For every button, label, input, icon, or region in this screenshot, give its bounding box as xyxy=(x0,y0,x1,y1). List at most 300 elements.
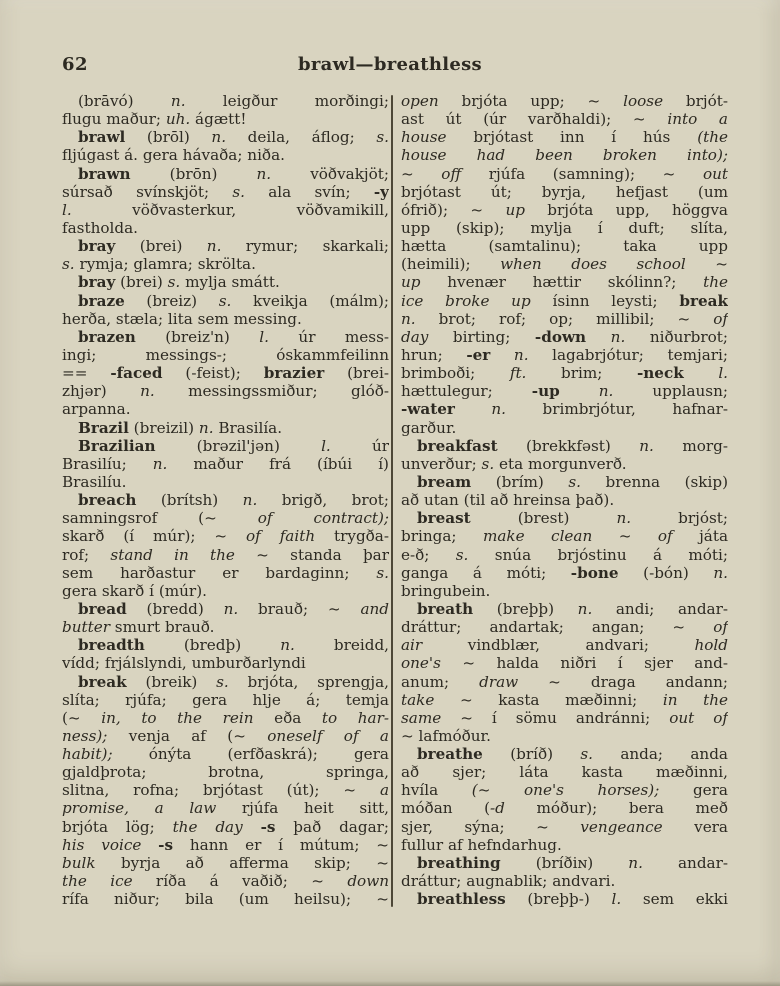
italic-text: s. xyxy=(62,255,75,274)
running-head: brawl—breathless xyxy=(297,54,482,75)
dictionary-line xyxy=(401,310,728,328)
italic-text: down xyxy=(347,872,389,891)
body-text: (brei) xyxy=(115,273,168,292)
body-text: brjóta upp, höggva xyxy=(524,200,728,219)
body-text: anum; xyxy=(401,672,480,691)
body-text: brjóta upp; ~ xyxy=(438,92,624,110)
dictionary-line xyxy=(62,92,389,110)
body-text: eða xyxy=(253,708,322,727)
italic-text: ice broke up xyxy=(401,291,531,310)
dictionary-line xyxy=(401,92,728,110)
body-text: ófrið); ~ xyxy=(401,200,506,219)
headword-text: -faced xyxy=(110,364,163,383)
body-text: leigður morðingi; xyxy=(185,92,389,110)
italic-text: of xyxy=(657,527,673,546)
headword-text: bread xyxy=(78,599,127,618)
italic-text: out xyxy=(702,164,728,183)
dictionary-line xyxy=(401,727,728,745)
italic-text: hold xyxy=(694,636,728,655)
dictionary-line xyxy=(62,564,389,582)
body-text: vera xyxy=(662,817,728,836)
body-text: brimboði; xyxy=(401,364,510,383)
italic-text: house xyxy=(401,128,447,147)
body-text: brjótast inn í hús xyxy=(446,128,698,147)
dictionary-line xyxy=(62,310,389,328)
italic-text: l. xyxy=(321,436,331,455)
body-text: (brei- xyxy=(324,364,389,383)
headword-text: Brazilian xyxy=(78,436,156,455)
body-text: (breiz) xyxy=(124,291,219,310)
headword-text: break xyxy=(78,672,127,691)
italic-text: a xyxy=(379,781,389,800)
italic-text: loose xyxy=(623,92,664,110)
body-text: (heimili); xyxy=(401,255,501,274)
italic-text: s. xyxy=(167,273,181,292)
dictionary-line xyxy=(62,255,389,273)
body-text: rymur; skarkali; xyxy=(221,237,389,256)
italic-text: n. xyxy=(211,128,227,147)
italic-text: s. xyxy=(376,563,389,582)
dictionary-line xyxy=(62,890,389,908)
italic-text: one's xyxy=(401,654,441,673)
dictionary-line xyxy=(62,745,389,763)
italic-text: up xyxy=(401,273,421,292)
body-text: úr xyxy=(330,436,389,455)
dictionary-line xyxy=(62,691,389,709)
body-text: (brest) xyxy=(470,509,617,528)
body-text: að sjer; láta kasta mæðinni, xyxy=(401,763,728,782)
dictionary-line xyxy=(401,146,728,164)
dictionary-line xyxy=(62,382,389,400)
body-text: sem harðastur er bardaginn; xyxy=(62,563,377,582)
italic-text: his voice xyxy=(62,835,142,854)
italic-text: butter xyxy=(62,618,110,637)
italic-text: n. xyxy=(223,599,239,618)
body-text: Brasilía. xyxy=(213,418,283,437)
dictionary-line xyxy=(62,872,389,890)
dictionary-line xyxy=(401,273,728,291)
dictionary-line xyxy=(401,110,728,128)
italic-text: s. xyxy=(376,128,389,147)
body-text: ganga á móti; xyxy=(401,563,571,582)
headword-text: -down xyxy=(534,327,587,346)
italic-text: in the xyxy=(662,690,728,709)
italic-text: l. xyxy=(259,327,269,346)
italic-text: bulk xyxy=(62,853,96,872)
italic-text: the day xyxy=(172,817,243,836)
dictionary-line xyxy=(62,237,389,255)
body-text: brauð; ~ xyxy=(238,599,361,618)
body-text: upp (skip); mylja í duft; slíta, xyxy=(401,218,728,237)
dictionary-line xyxy=(62,818,389,836)
headword-text: breathe xyxy=(417,745,483,764)
dictionary-line xyxy=(401,636,728,654)
body-text: súrsað svínskjöt; xyxy=(62,182,233,201)
body-text xyxy=(586,328,611,346)
dictionary-line xyxy=(62,183,389,201)
italic-text: out of xyxy=(669,708,728,727)
italic-text: n. xyxy=(256,164,272,183)
dictionary-line xyxy=(401,691,728,709)
body-text: herða, stæla; lita sem messing. xyxy=(62,309,302,328)
body-text xyxy=(141,836,158,854)
body-text: (bríðiɴ) xyxy=(500,853,629,872)
italic-text: in, to the rein xyxy=(101,708,254,727)
italic-text: l. xyxy=(62,200,72,219)
body-text: brenna (skip) xyxy=(580,472,728,491)
headword-text: -s xyxy=(158,835,174,854)
italic-text: of faith xyxy=(246,527,316,546)
body-text: == xyxy=(62,364,111,383)
dictionary-line xyxy=(401,654,728,672)
italic-text: ness); xyxy=(62,726,108,745)
body-text: byrja að afferma skip; ~ xyxy=(95,853,389,872)
body-text: ~ draga andann; xyxy=(518,672,728,691)
italic-text: of xyxy=(713,309,728,328)
body-text: hættulegur; xyxy=(401,382,532,401)
dictionary-line xyxy=(401,219,728,237)
headword-text: -bone xyxy=(570,563,619,582)
body-text: (brəzil'jən) xyxy=(155,436,322,455)
dictionary-line xyxy=(62,491,389,509)
body-text: (breþþ) xyxy=(473,599,578,618)
body-text: deila, áflog; xyxy=(226,128,377,147)
dictionary-line xyxy=(62,165,389,183)
body-text: zhjər) xyxy=(62,382,141,401)
body-text: (breik) xyxy=(126,672,217,691)
italic-text: l. xyxy=(718,364,728,383)
body-text: maður frá (íbúi í) xyxy=(167,454,389,473)
body-text: rymja; glamra; skrölta. xyxy=(74,255,256,274)
body-text: fljúgast á. gera hávaða; niða. xyxy=(62,146,285,165)
body-text: andi; andar- xyxy=(592,599,728,618)
dictionary-line xyxy=(62,400,389,418)
body-text: (brítsh) xyxy=(136,491,243,510)
dictionary-line xyxy=(401,346,728,364)
body-text: breidd, xyxy=(294,636,389,655)
body-text: (bredd) xyxy=(126,599,224,618)
body-text: rof; xyxy=(62,545,111,564)
dictionary-line xyxy=(62,128,389,146)
italic-text: same xyxy=(401,708,442,727)
italic-text: s. xyxy=(455,545,469,564)
body-text: samningsrof (~ xyxy=(62,509,258,528)
dictionary-line xyxy=(62,727,389,745)
italic-text: n. xyxy=(713,563,728,582)
italic-text: n. xyxy=(198,418,214,437)
body-text: ~ standa þar xyxy=(234,545,389,564)
italic-text: open xyxy=(401,92,439,110)
headword-text: bray xyxy=(78,237,116,256)
body-text xyxy=(560,382,599,400)
body-text: gjaldþrota; brotna, springa, xyxy=(62,763,389,782)
italic-text: up xyxy=(505,200,525,219)
body-text: kveikja (málm); xyxy=(231,291,389,310)
body-text: Brasilíu. xyxy=(62,472,127,491)
italic-text: draw xyxy=(479,672,519,691)
body-text: brjóst; xyxy=(631,509,728,528)
body-text: Brasilíu; xyxy=(62,454,153,473)
body-text: að utan (til að hreinsa það). xyxy=(401,491,615,510)
italic-text: n. xyxy=(206,237,222,256)
page-bottom-edge xyxy=(0,981,780,986)
italic-text: of contract); xyxy=(257,509,389,528)
body-text: rjúfa (samning); ~ xyxy=(461,164,703,183)
italic-text: n. xyxy=(616,509,632,528)
body-text: brjóta, sprengja, xyxy=(228,672,389,691)
dictionary-line xyxy=(401,328,728,346)
body-text: (breizil) xyxy=(128,418,199,437)
italic-text: s. xyxy=(568,472,581,491)
dictionary-line xyxy=(62,328,389,346)
dictionary-line xyxy=(401,364,728,382)
dictionary-line xyxy=(401,128,728,146)
italic-text: of xyxy=(713,618,728,637)
body-text: (brekkfəst) xyxy=(497,436,640,455)
body-text xyxy=(684,364,719,382)
body-text: ísinn leysti; xyxy=(530,291,680,310)
dictionary-line xyxy=(62,292,389,310)
headword-text: bray xyxy=(78,273,116,292)
dictionary-line xyxy=(62,437,389,455)
body-text: brjótast út; byrja, hefjast (um xyxy=(401,182,728,201)
italic-text: air xyxy=(401,636,423,655)
dictionary-line xyxy=(62,346,389,364)
italic-text: uh. xyxy=(165,110,191,129)
dictionary-line xyxy=(401,455,728,473)
dictionary-line xyxy=(401,763,728,781)
body-text: venja af (~ xyxy=(107,726,268,745)
italic-text: n. xyxy=(280,636,295,655)
body-text: ónýta (erfðaskrá); gera xyxy=(112,745,389,764)
dictionary-line xyxy=(401,836,728,854)
dictionary-line xyxy=(62,509,389,527)
dictionary-line xyxy=(401,745,728,763)
dictionary-line xyxy=(62,201,389,219)
dictionary-line xyxy=(62,546,389,564)
headword-text: break xyxy=(679,291,728,310)
body-text: ~ xyxy=(685,255,728,274)
italic-text: n. xyxy=(152,454,168,473)
dictionary-line xyxy=(401,872,728,890)
body-text: brigð, brot; xyxy=(257,491,389,510)
dictionary-line xyxy=(62,600,389,618)
body-text: rífa niður; bila (um heilsu); ~ xyxy=(62,890,389,909)
page-number: 62 xyxy=(62,54,89,75)
italic-text: n. xyxy=(140,382,155,401)
dictionary-line xyxy=(62,673,389,691)
body-text: móður); bera með xyxy=(504,799,728,818)
headword-text: breadth xyxy=(78,636,145,655)
dictionary-line xyxy=(401,183,728,201)
dictionary-line xyxy=(62,110,389,128)
italic-text: n. xyxy=(513,345,529,364)
italic-text: n. xyxy=(401,309,416,328)
body-text: ríða á vaðið; ~ xyxy=(132,872,348,891)
italic-text: n. xyxy=(639,436,654,455)
body-text: játa xyxy=(672,527,728,546)
headword-text: braze xyxy=(78,291,125,310)
body-text: brjóta lög; xyxy=(62,817,173,836)
body-text: hvíla xyxy=(401,781,472,800)
body-text: fullur af hefndarhug. xyxy=(401,835,562,854)
italic-text: ft. xyxy=(509,364,527,383)
headword-text: breathing xyxy=(417,853,501,872)
body-text: (brāvó) xyxy=(78,92,171,110)
headword-text: brawl xyxy=(78,128,126,147)
italic-text: the ice xyxy=(62,872,133,891)
dictionary-line xyxy=(401,491,728,509)
headword-text: Brazil xyxy=(78,418,129,437)
body-text: ágætt! xyxy=(190,110,247,129)
dictionary-line xyxy=(62,364,389,382)
dictionary-line xyxy=(401,165,728,183)
body-text: sjer, sýna; ~ xyxy=(401,817,581,836)
body-text: skarð (í múr); ~ xyxy=(62,527,247,546)
italic-text: n. xyxy=(628,853,643,872)
body-text: eta morgunverð. xyxy=(494,454,627,473)
italic-text: oneself of a xyxy=(267,726,389,745)
italic-text: n. xyxy=(242,491,258,510)
dictionary-line xyxy=(401,527,728,545)
headword-text: brazier xyxy=(263,364,325,383)
body-text: (bríð) xyxy=(482,745,581,764)
italic-text: to har- xyxy=(321,708,389,727)
italic-text: promise, a law xyxy=(62,799,217,818)
body-text: (breþþ-) xyxy=(505,890,612,909)
body-text: vindblær, andvari; xyxy=(422,636,695,655)
body-text: það dagar; xyxy=(275,817,389,836)
dictionary-line xyxy=(401,201,728,219)
body-text: hætta (samtalinu); taka upp xyxy=(401,237,728,256)
italic-text: when does school xyxy=(500,255,686,274)
headword-text: brazen xyxy=(78,327,136,346)
body-text: anda; anda xyxy=(592,745,728,764)
dictionary-line xyxy=(401,419,728,437)
body-text xyxy=(243,818,261,836)
headword-text: breathless xyxy=(417,890,506,909)
body-text: (brōn) xyxy=(130,164,257,183)
body-text: vöðvakjöt; xyxy=(271,164,389,183)
body-text: (breiz'n) xyxy=(135,327,260,346)
italic-text: n. xyxy=(610,327,626,346)
body-text xyxy=(490,346,514,364)
headword-text: -s xyxy=(260,817,276,836)
body-text: úr mess- xyxy=(268,327,389,346)
headword-text: -er xyxy=(466,345,491,364)
body-text: ~ halda niðri í sjer and- xyxy=(440,654,728,673)
italic-text: s. xyxy=(218,291,232,310)
body-text: lagabrjótur; temjari; xyxy=(528,345,728,364)
italic-text: habit); xyxy=(62,745,113,764)
body-text: slíta; rjúfa; gera hlje á; temja xyxy=(62,690,389,709)
italic-text: s. xyxy=(232,182,246,201)
headword-text: -neck xyxy=(636,364,684,383)
dictionary-line xyxy=(401,582,728,600)
body-text: andar- xyxy=(642,853,728,872)
italic-text: and xyxy=(360,599,389,618)
body-text: messingssmiður; glóð- xyxy=(154,382,389,401)
dictionary-line xyxy=(401,799,728,817)
dictionary-line xyxy=(401,818,728,836)
headword-text: breast xyxy=(417,509,471,528)
dictionary-line xyxy=(401,854,728,872)
dictionary-line xyxy=(401,673,728,691)
body-text: hann er í mútum; ~ xyxy=(173,835,389,854)
body-text: ala svín; xyxy=(245,182,374,201)
body-text: unverður; xyxy=(401,454,482,473)
body-text: morg- xyxy=(653,436,728,455)
dictionary-line xyxy=(62,763,389,781)
italic-text: stand in the xyxy=(110,545,235,564)
headword-text: bream xyxy=(417,472,472,491)
body-text: móðan ( xyxy=(401,799,491,818)
body-text: birting; xyxy=(428,327,535,346)
body-text: brim; xyxy=(526,364,637,383)
dictionary-line xyxy=(62,527,389,545)
body-text: dráttur; augnablik; andvari. xyxy=(401,872,616,891)
italic-text: n. xyxy=(170,92,186,110)
body-text: ast út (úr varðhaldi); ~ xyxy=(401,110,668,129)
body-text: vöðvasterkur, vöðvamikill, xyxy=(71,200,389,219)
italic-text: -d xyxy=(490,799,505,818)
italic-text: s. xyxy=(580,745,593,764)
body-text: sem ekki xyxy=(621,890,728,909)
body-text: (bredþ) xyxy=(144,636,281,655)
body-text: vídd; frjálslyndi, umburðarlyndi xyxy=(62,654,306,673)
dictionary-line xyxy=(401,600,728,618)
dictionary-line xyxy=(62,273,389,291)
body-text: slitna, rofna; brjótast (út); ~ xyxy=(62,781,380,800)
body-text: ~ xyxy=(401,164,442,183)
dictionary-line xyxy=(401,255,728,273)
body-text: garður. xyxy=(401,418,457,437)
body-text: fastholda. xyxy=(62,218,138,237)
right-column xyxy=(401,92,728,908)
italic-text: l. xyxy=(611,890,622,909)
headword-text: -up xyxy=(531,382,560,401)
body-text: smurt brauð. xyxy=(109,618,215,637)
body-text: bringa; xyxy=(401,527,483,546)
dictionary-line xyxy=(401,781,728,799)
italic-text: take xyxy=(401,690,435,709)
body-text: brjót- xyxy=(663,92,728,110)
dictionary-line xyxy=(62,419,389,437)
dictionary-line xyxy=(401,509,728,527)
body-text: (-feist); xyxy=(162,364,264,383)
italic-text: off xyxy=(441,164,462,183)
body-text: ~ xyxy=(592,527,658,546)
body-text: upplausn; xyxy=(613,382,728,401)
italic-text: into a xyxy=(667,110,728,129)
body-text: (~ xyxy=(62,708,102,727)
dictionary-line xyxy=(62,799,389,817)
left-column xyxy=(62,92,389,908)
body-text: ~ lafmóður. xyxy=(401,726,491,745)
italic-text: n. xyxy=(491,400,506,419)
dictionary-line xyxy=(62,219,389,237)
dictionary-line xyxy=(62,455,389,473)
body-text: ~ í sömu andránni; xyxy=(441,708,670,727)
headword-text: breakfast xyxy=(417,436,498,455)
headword-text: -water xyxy=(401,400,455,419)
body-text: gera xyxy=(659,781,728,800)
body-text: ingi; messings-; óskammfeilinn xyxy=(62,345,389,364)
dictionary-line xyxy=(62,146,389,164)
body-text: rjúfa heit sitt, xyxy=(216,799,389,818)
dictionary-line xyxy=(62,618,389,636)
dictionary-line xyxy=(62,836,389,854)
